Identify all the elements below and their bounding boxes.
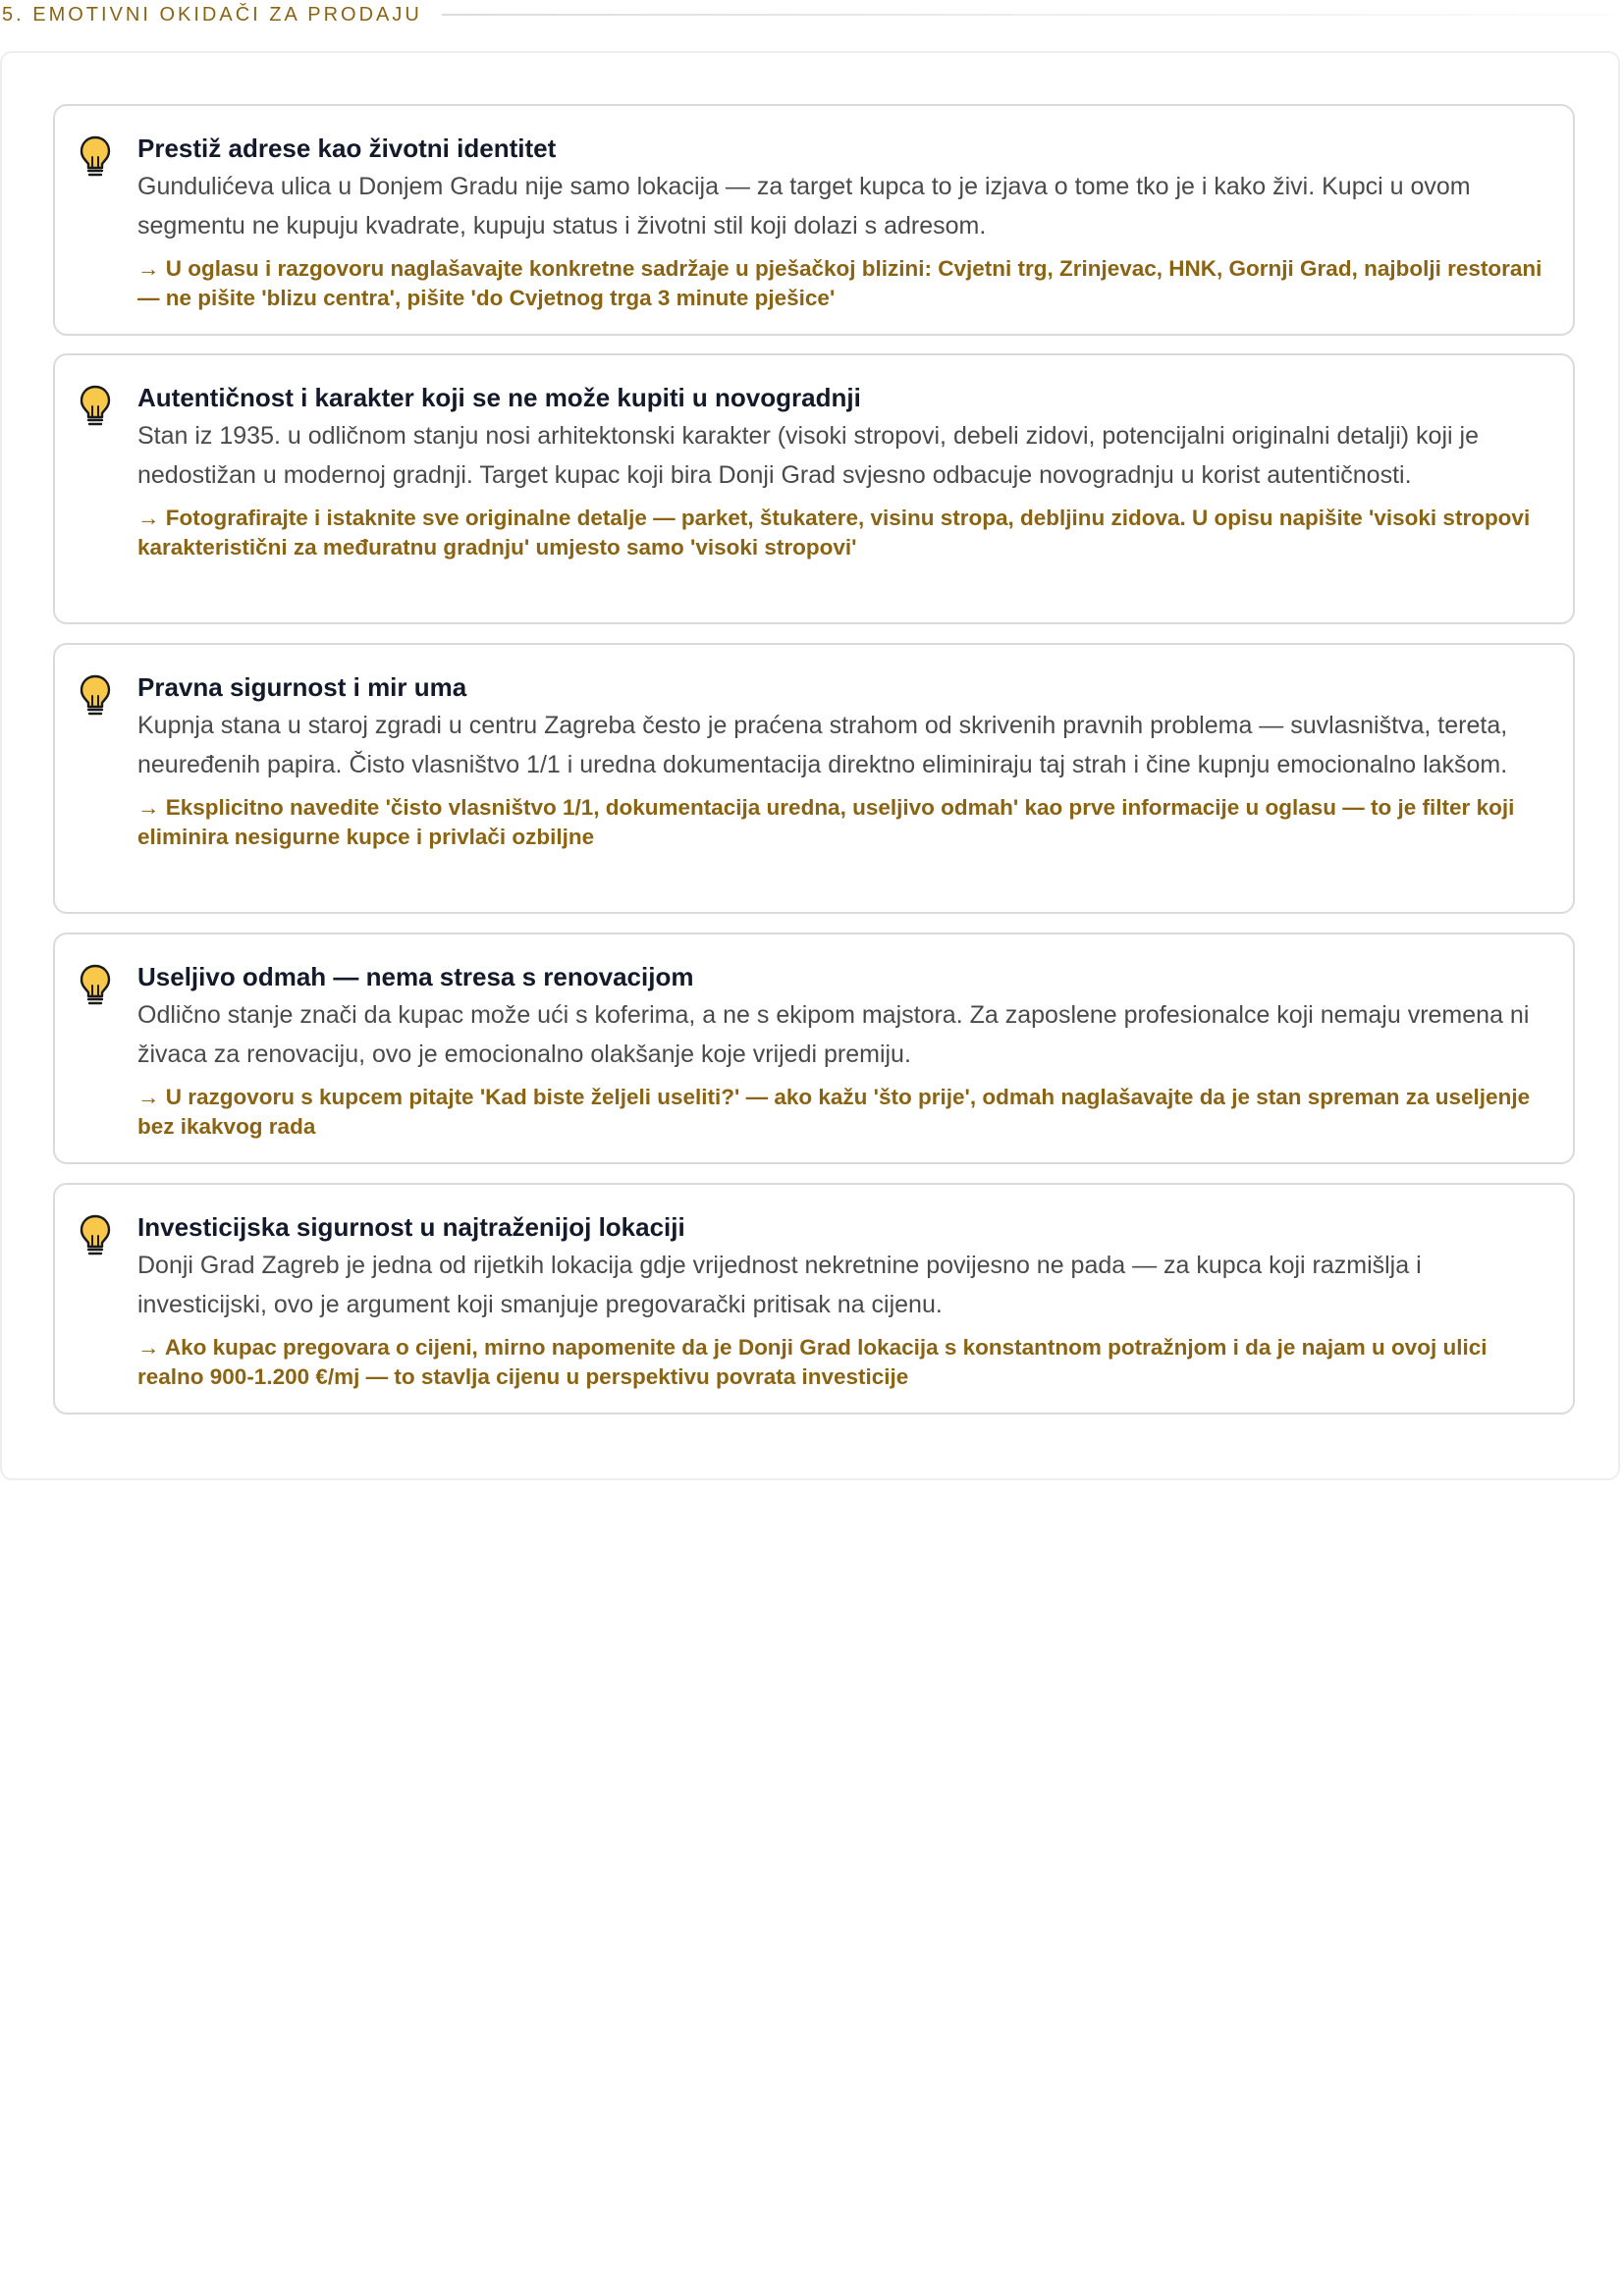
triggers-panel xyxy=(0,51,1620,1480)
card-description: Stan iz 1935. u odličnom stanju nosi arhitektonski karakter (visoki stropovi, debeli zidovi, potencijalni originalni detalji) koji je nedostižan u modernoj gradnji. Target kupac koji bira Donji Grad svjesno odbacuje novogradnju u korist autentičnosti. xyxy=(137,422,1479,489)
section-header xyxy=(0,0,1623,29)
section-title: 5. EMOTIVNI OKIDAČI ZA PRODAJU xyxy=(2,3,422,26)
card-title: Prestiž adrese kao životni identitet xyxy=(137,133,557,163)
lightbulb-icon xyxy=(79,674,112,718)
lightbulb-icon xyxy=(79,385,112,428)
trigger-card xyxy=(53,104,1575,336)
trigger-card xyxy=(53,643,1575,914)
card-body xyxy=(137,132,1545,313)
card-tip: → Eksplicitno navedite 'čisto vlasništvo 1/1, dokumentacija uredna, useljivo odmah' kao prve informacije u oglasu — to je filter koji eliminira nesigurne kupce i privlači ozbiljne xyxy=(137,795,1515,849)
card-description: Gundulićeva ulica u Donjem Gradu nije samo lokacija — za target kupca to je izjava o tome tko je i kako živi. Kupci u ovom segmentu ne kupuju kvadrate, kupuju status i životni stil koji dolazi s adresom. xyxy=(137,173,1471,240)
card-tip: → U razgovoru s kupcem pitajte 'Kad biste željeli useliti?' — ako kažu 'što prije', odmah naglašavajte da je stan spreman za useljenje bez ikakvog rada xyxy=(137,1085,1531,1139)
card-body xyxy=(137,381,1545,562)
card-body xyxy=(137,670,1545,852)
card-title: Pravna sigurnost i mir uma xyxy=(137,672,467,702)
section-divider xyxy=(442,14,1611,16)
card-body xyxy=(137,960,1545,1142)
trigger-card xyxy=(53,1183,1575,1415)
card-description: Kupnja stana u staroj zgradi u centru Zagreba često je praćena strahom od skrivenih pravnih problema — suvlasništva, tereta, neuređenih papira. Čisto vlasništvo 1/1 i uredna dokumentacija direktno eliminiraju taj strah i čine kupnju emocionalno lakšom. xyxy=(137,712,1508,778)
card-title: Useljivo odmah — nema stresa s renovacijom xyxy=(137,962,694,991)
card-tip: → Ako kupac pregovara o cijeni, mirno napomenite da je Donji Grad lokacija s konstantnom potražnjom i da je najam u ovoj ulici realno 900-1.200 €/mj — to stavlja cijenu u perspektivu povrata investicije xyxy=(137,1335,1488,1389)
card-title: Investicijska sigurnost u najtraženijoj lokaciji xyxy=(137,1212,685,1242)
card-title: Autentičnost i karakter koji se ne može kupiti u novogradnji xyxy=(137,383,861,412)
trigger-card xyxy=(53,353,1575,624)
lightbulb-icon xyxy=(79,964,112,1007)
lightbulb-icon xyxy=(79,135,112,179)
card-tip: → Fotografirajte i istaknite sve originalne detalje — parket, štukatere, visinu stropa, debljinu zidova. U opisu napišite 'visoki stropovi karakteristični za međuratnu gradnju' umjesto samo 'visoki stropovi' xyxy=(137,506,1531,560)
card-description: Donji Grad Zagreb je jedna od rijetkih lokacija gdje vrijednost nekretnine povijesno ne pada — za kupca koji razmišlja i investicijski, ovo je argument koji smanjuje pregovarački pritisak na cijenu. xyxy=(137,1252,1422,1318)
lightbulb-icon xyxy=(79,1214,112,1257)
card-tip: → U oglasu i razgovoru naglašavajte konkretne sadržaje u pješačkoj blizini: Cvjetni trg, Zrinjevac, HNK, Gornji Grad, najbolji restorani — ne pišite 'blizu centra', pišite 'do Cvjetnog trga 3 minute pješice' xyxy=(137,256,1542,310)
card-body xyxy=(137,1210,1545,1392)
trigger-card xyxy=(53,933,1575,1164)
card-description: Odlično stanje znači da kupac može ući s koferima, a ne s ekipom majstora. Za zaposlene profesionalce koji nemaju vremena ni živaca za renovaciju, ovo je emocionalno olakšanje koje vrijedi premiju. xyxy=(137,1001,1530,1068)
